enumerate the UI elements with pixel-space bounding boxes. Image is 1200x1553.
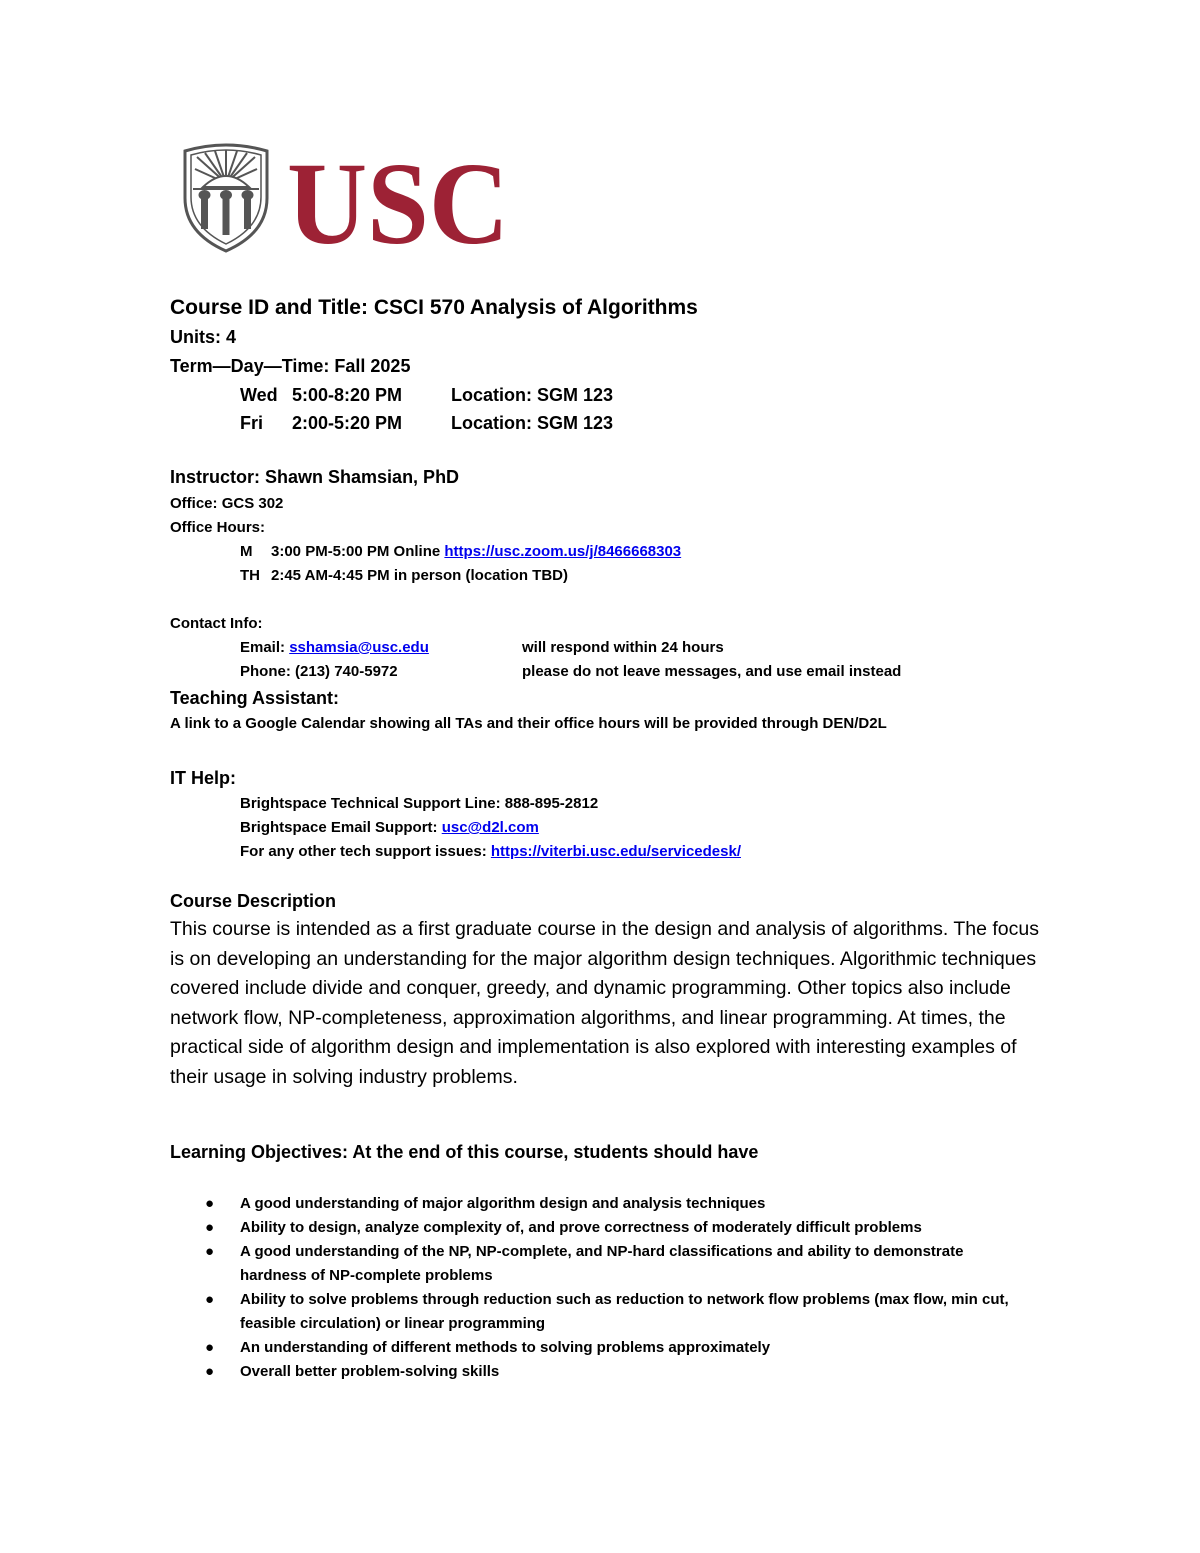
course-units: Units: 4	[170, 327, 237, 347]
list-item: ● Ability to design, analyze complexity of, and prove correctness of moderately difficult problems	[170, 1216, 1020, 1240]
usc-logo-graphic	[181, 143, 521, 253]
schedule-row	[170, 381, 1070, 409]
bullet-icon: ●	[205, 1339, 215, 1356]
usc-wordmark	[287, 143, 509, 253]
list-item: ● A good understanding of major algorithm design and analysis techniques	[170, 1192, 1020, 1216]
it-help-email: Brightspace Email Support: usc@d2l.com	[240, 819, 539, 836]
usc-shield-icon	[185, 145, 267, 251]
bullet-icon: ●	[205, 1291, 215, 1308]
schedule-time: 5:00-8:20 PM	[292, 385, 403, 405]
bullet-icon: ●	[205, 1243, 215, 1260]
schedule-location: Location: SGM 123	[451, 413, 614, 433]
it-help-other: For any other tech support issues: https://viterbi.usc.edu/servicedesk/	[240, 843, 741, 860]
contact-email-row: Email: sshamsia@usc.edu will respond within 24 hours	[240, 639, 724, 656]
office-hours-label: Office Hours:	[170, 519, 266, 536]
list-item: ● Overall better problem-solving skills	[170, 1360, 1020, 1384]
schedule-day: Wed	[240, 385, 278, 405]
it-help-phone: Brightspace Technical Support Line: 888-895-2812	[240, 795, 599, 812]
objectives-list	[170, 1192, 1070, 1384]
objectives-heading: Learning Objectives: At the end of this course, students should have	[170, 1142, 759, 1162]
schedule-location: Location: SGM 123	[451, 385, 614, 405]
bullet-icon: ●	[205, 1195, 215, 1212]
syllabus-content	[170, 293, 1070, 1384]
description-text: This course is intended as a first graduate course in the design and analysis of algorithms. The focus is on developing an understanding for the major algorithm design techniques. Algorithmic techniques covered include divide and conquer, greedy, and dynamic programming. Other topics also include network flow, NP-completeness, approximation algorithms, and linear programming. At times, the practical side of algorithm design and implementation is also explored with interesting examples of their usage in solving industry problems.	[170, 918, 1039, 1088]
schedule-day: Fri	[240, 413, 264, 433]
it-help-heading: IT Help:	[170, 768, 236, 788]
ta-heading: Teaching Assistant:	[170, 688, 340, 708]
contact-phone-row: Phone: (213) 740-5972 please do not leave messages, and use email instead	[240, 663, 902, 680]
instructor-office: Office: GCS 302	[170, 495, 284, 512]
bullet-icon: ●	[205, 1363, 215, 1380]
instructor-name: Instructor: Shawn Shamsian, PhD	[170, 467, 460, 487]
servicedesk-link[interactable]: https://viterbi.usc.edu/servicedesk/	[490, 843, 741, 860]
description-heading: Course Description	[170, 891, 337, 911]
d2l-email-link[interactable]: usc@d2l.com	[441, 819, 539, 836]
list-item: ● A good understanding of the NP, NP-complete, and NP-hard classifications and ability to demonstrate hardness of NP-complete problems	[170, 1240, 1020, 1288]
course-term: Term—Day—Time: Fall 2025	[170, 356, 411, 376]
course-id-title: Course ID and Title: CSCI 570 Analysis of Algorithms	[170, 296, 698, 319]
office-hours-row: M 3:00 PM-5:00 PM Online https://usc.zoom.us/j/8466668303	[240, 543, 682, 560]
bullet-icon: ●	[205, 1219, 215, 1236]
usc-logo	[181, 143, 521, 253]
schedule-row	[170, 409, 1070, 437]
list-item: ● An understanding of different methods to solving problems approximately	[170, 1336, 1020, 1360]
ta-text: A link to a Google Calendar showing all TAs and their office hours will be provided through DEN/D2L	[170, 715, 887, 732]
schedule-time: 2:00-5:20 PM	[292, 413, 403, 433]
zoom-link[interactable]: https://usc.zoom.us/j/8466668303	[444, 543, 682, 560]
contact-label: Contact Info:	[170, 615, 263, 632]
office-hours-row: TH 2:45 AM-4:45 PM in person (location TBD)	[240, 567, 568, 584]
email-link[interactable]: sshamsia@usc.edu	[289, 639, 429, 656]
list-item: ● Ability to solve problems through reduction such as reduction to network flow problems (max flow, min cut, feasible circulation) or linear programming	[170, 1288, 1020, 1336]
svg-text:USC: USC	[287, 143, 509, 253]
